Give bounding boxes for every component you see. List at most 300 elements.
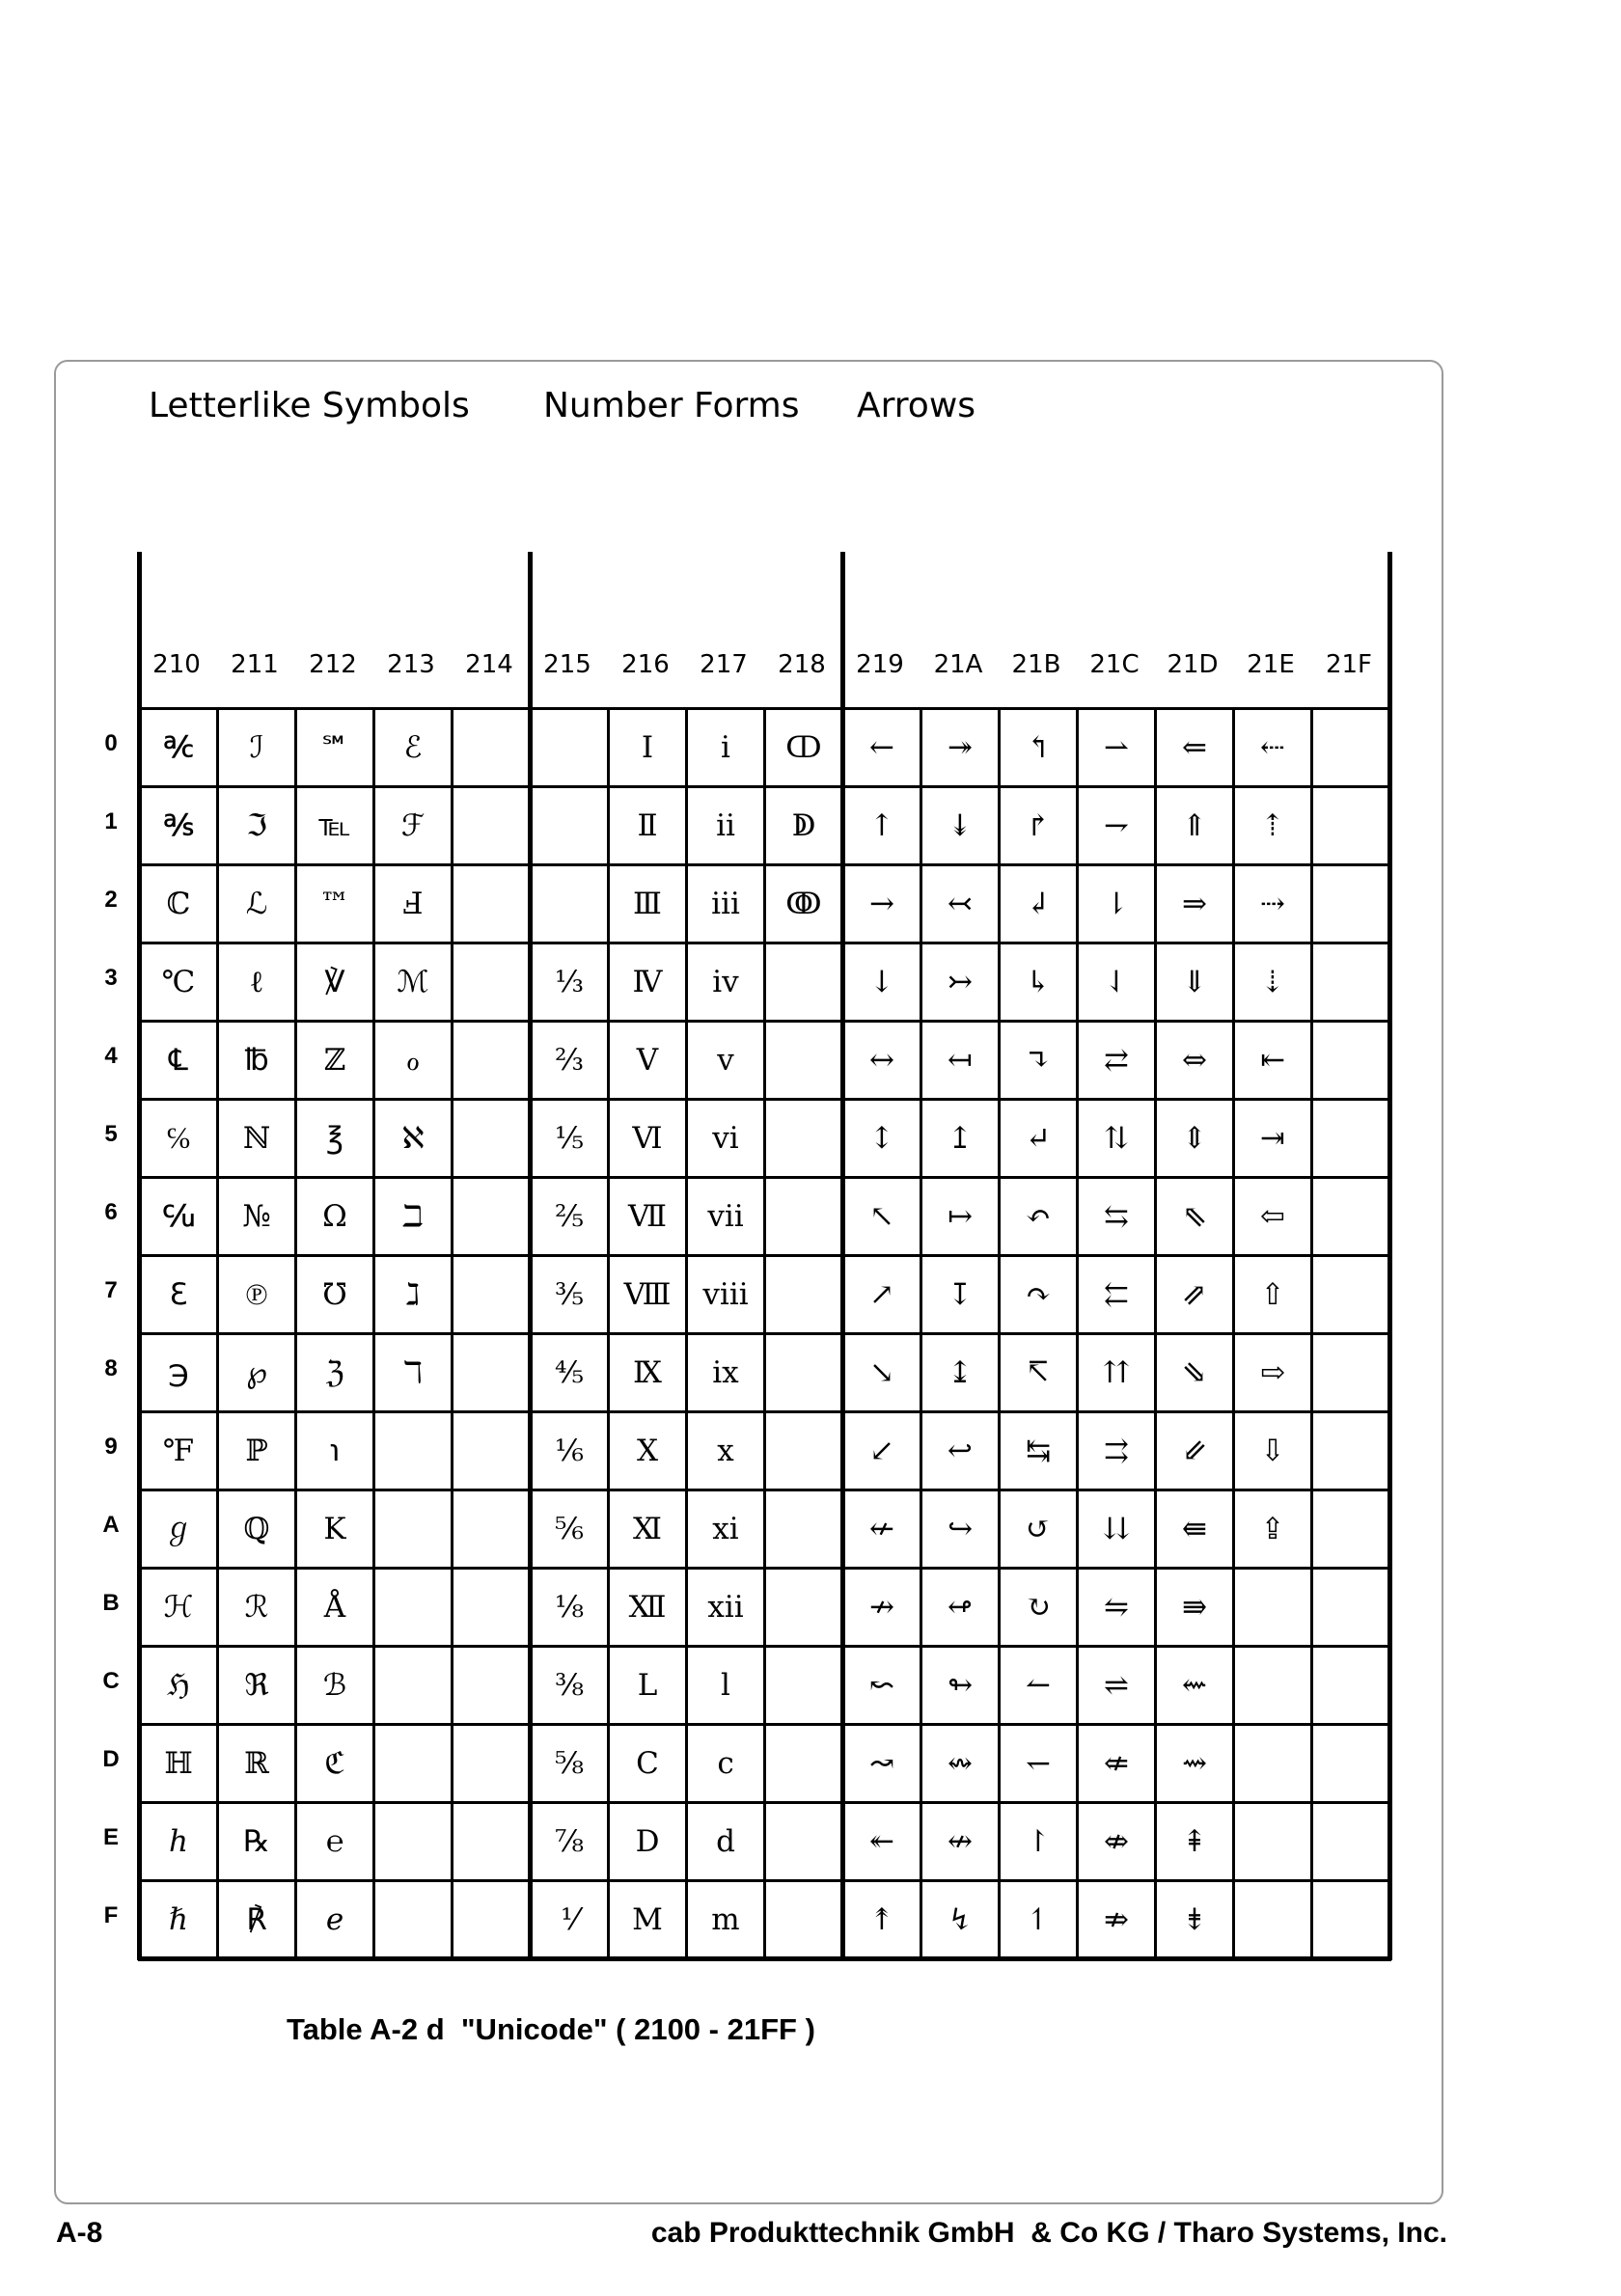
table-cell (1079, 1648, 1154, 1723)
glyph: ⇡ (1260, 807, 1285, 843)
glyph: Ⅷ (623, 1276, 672, 1312)
table-cell (1001, 1491, 1076, 1567)
glyph: ↞ (869, 1823, 894, 1859)
table-cell (219, 1491, 294, 1567)
table-cell (766, 710, 841, 785)
glyph: ⇁ (1104, 807, 1129, 843)
table-cell (1157, 1570, 1232, 1645)
glyph: Å (323, 1589, 346, 1625)
table-cell (1157, 1179, 1232, 1254)
glyph: ℠ (319, 729, 350, 765)
table-cell (766, 866, 841, 942)
table-cell (141, 1413, 216, 1489)
table-cell (1235, 1491, 1310, 1567)
glyph: ℷ (405, 1276, 421, 1312)
table-cell (610, 710, 685, 785)
table-cell (1001, 944, 1076, 1020)
table-cell (219, 1101, 294, 1176)
glyph: ↭ (948, 1745, 973, 1781)
table-cell (766, 1804, 841, 1879)
table-cell (610, 1882, 685, 1957)
table-cell (375, 1101, 451, 1176)
glyph: ⇐ (1182, 729, 1207, 765)
table-cell (1235, 1257, 1310, 1332)
table-cell (453, 944, 529, 1020)
glyph: ⇋ (1104, 1589, 1129, 1625)
glyph: ⅔ (554, 1042, 585, 1078)
glyph: ⇖ (1182, 1198, 1207, 1234)
glyph: ℯ (325, 1901, 344, 1937)
glyph: ⇒ (1182, 886, 1207, 921)
glyph: ℉ (162, 1433, 195, 1468)
table-cell (688, 1570, 763, 1645)
table-cell (610, 1491, 685, 1567)
table-cell (375, 1023, 451, 1098)
glyph: ™ (319, 886, 350, 921)
row-label: A (102, 1512, 120, 1538)
glyph: ⅶ (707, 1198, 744, 1234)
table-cell (610, 1335, 685, 1410)
glyph: ℕ (242, 1120, 271, 1156)
table-cell (1313, 1413, 1388, 1489)
glyph: ↳ (1026, 964, 1051, 999)
table-cell (453, 1335, 529, 1410)
table-cell (766, 788, 841, 863)
table-cell (1079, 866, 1154, 942)
table-cell (844, 1570, 920, 1645)
table-cell (453, 1179, 529, 1254)
table-cell (1157, 1804, 1232, 1879)
table-cell (219, 1570, 294, 1645)
table-cell (1235, 1882, 1310, 1957)
table-cell (375, 710, 451, 785)
glyph: ℴ (405, 1042, 421, 1078)
glyph: ↕ (869, 1120, 894, 1156)
table-cell (1235, 1335, 1310, 1410)
table-cell (1157, 866, 1232, 942)
glyph: ⅗ (554, 1276, 585, 1312)
glyph: ℓ (249, 964, 264, 999)
glyph: ↘ (869, 1354, 894, 1390)
table-cell (1235, 944, 1310, 1020)
glyph: ℬ (322, 1667, 347, 1703)
column-header: 217 (700, 650, 748, 679)
table-cell (688, 1804, 763, 1879)
table-cell (1313, 710, 1388, 785)
table-cell (1313, 1804, 1388, 1879)
table-cell (1079, 1570, 1154, 1645)
table-cell (610, 866, 685, 942)
glyph: ⇙ (1182, 1433, 1207, 1468)
glyph: ⇥ (1260, 1120, 1285, 1156)
column-header: 213 (387, 650, 435, 679)
table-cell (922, 866, 998, 942)
table-cell (532, 788, 607, 863)
glyph: ℈ (168, 1354, 189, 1390)
table-cell (922, 1413, 998, 1489)
table-cell (1313, 1179, 1388, 1254)
glyph: ↔ (869, 1042, 894, 1078)
table-cell (1313, 788, 1388, 863)
table-cell (1157, 1491, 1232, 1567)
table-cell (844, 1101, 920, 1176)
glyph: ⅿ (711, 1901, 740, 1937)
glyph: ↤ (948, 1042, 973, 1078)
table-cell (219, 866, 294, 942)
table-cell (844, 1804, 920, 1879)
table-cell (1235, 1726, 1310, 1801)
table-cell (1079, 1491, 1154, 1567)
table-cell (922, 788, 998, 863)
table-cell (922, 1726, 998, 1801)
table-cell (375, 866, 451, 942)
table-cell (1235, 1101, 1310, 1176)
table-cell (1001, 1570, 1076, 1645)
table-cell (141, 710, 216, 785)
table-cell (766, 1491, 841, 1567)
glyph: ↿ (1026, 1901, 1051, 1937)
table-cell (766, 1570, 841, 1645)
table-cell (766, 1023, 841, 1098)
table-cell (375, 1491, 451, 1567)
table-cell (610, 1726, 685, 1801)
table-cell (375, 944, 451, 1020)
row-label: 6 (104, 1199, 118, 1225)
column-header: 21A (933, 650, 983, 679)
table-cell (766, 1882, 841, 1957)
row-label: 4 (104, 1043, 118, 1069)
glyph: ℥ (326, 1120, 343, 1156)
glyph: ⇜ (1182, 1667, 1207, 1703)
table-cell (375, 788, 451, 863)
glyph: ↖ (869, 1198, 894, 1234)
table-cell (1001, 788, 1076, 863)
table-cell (141, 1804, 216, 1879)
table-cell (922, 1882, 998, 1957)
glyph: ℌ (167, 1667, 190, 1703)
table-cell (922, 1335, 998, 1410)
table-cell (532, 1101, 607, 1176)
glyph: ↹ (1026, 1433, 1051, 1468)
table-cell (297, 1101, 372, 1176)
table-cell (141, 1023, 216, 1098)
table-cell (297, 1648, 372, 1723)
glyph: ⅖ (554, 1198, 585, 1234)
glyph: ⅵ (712, 1120, 739, 1156)
glyph: ⇧ (1260, 1276, 1285, 1312)
glyph: ⅕ (554, 1120, 585, 1156)
glyph: ↻ (1026, 1589, 1051, 1625)
table-cell (688, 788, 763, 863)
table-cell (1157, 1726, 1232, 1801)
glyph: ℏ (169, 1901, 188, 1937)
glyph: Ⅱ (637, 807, 658, 843)
table-cell (844, 1491, 920, 1567)
glyph: ⇓ (1182, 964, 1207, 999)
table-cell (1313, 866, 1388, 942)
table-cell (141, 1570, 216, 1645)
table-cell (141, 1726, 216, 1801)
glyph: ℙ (245, 1433, 268, 1468)
group-title-letterlike: Letterlike Symbols (149, 386, 470, 425)
glyph: ℩ (329, 1433, 341, 1468)
table-cell (453, 1491, 529, 1567)
table-cell (219, 944, 294, 1020)
glyph: Ⅲ (633, 886, 662, 921)
glyph: ⇉ (1104, 1433, 1129, 1468)
table-cell (1001, 1023, 1076, 1098)
table-cell (532, 1179, 607, 1254)
glyph: ↂ (785, 886, 822, 921)
table-cell (610, 1257, 685, 1332)
table-cell (453, 1257, 529, 1332)
table-cell (453, 1570, 529, 1645)
table-cell (1079, 1257, 1154, 1332)
table-cell (375, 1726, 451, 1801)
table-cell (1313, 1023, 1388, 1098)
glyph: Ⅿ (632, 1901, 663, 1937)
glyph: Ⅹ (636, 1433, 659, 1468)
table-cell (297, 1413, 372, 1489)
glyph: ⇦ (1260, 1198, 1285, 1234)
glyph: ℨ (325, 1354, 344, 1390)
table-cell (1235, 710, 1310, 785)
glyph: ⇚ (1182, 1511, 1207, 1546)
glyph: ⇂ (1104, 886, 1129, 921)
table-cell (532, 1648, 607, 1723)
table-cell (297, 1023, 372, 1098)
glyph: ⇍ (1104, 1745, 1129, 1781)
table-cell (844, 1179, 920, 1254)
glyph: ℆ (162, 1198, 195, 1234)
table-cell (375, 1570, 451, 1645)
glyph: ℭ (324, 1745, 345, 1781)
table-cell (219, 788, 294, 863)
table-cell (844, 1882, 920, 1957)
glyph: ℚ (243, 1511, 270, 1546)
glyph: ↦ (948, 1198, 973, 1234)
table-cell (1313, 1726, 1388, 1801)
table-cell (219, 1257, 294, 1332)
table-cell (297, 1570, 372, 1645)
glyph: ⇝ (1182, 1745, 1207, 1781)
table-cell (532, 1023, 607, 1098)
table-cell (922, 1023, 998, 1098)
glyph: ↽ (1026, 1745, 1051, 1781)
table-cell (844, 1335, 920, 1410)
table-cell (1157, 1257, 1232, 1332)
table-cell (532, 1491, 607, 1567)
page-number: A-8 (56, 2217, 103, 2249)
table-cell (375, 1413, 451, 1489)
table-cell (1157, 1023, 1232, 1098)
glyph: ⅼ (721, 1667, 730, 1703)
table-cell (844, 710, 920, 785)
table-cell (844, 1726, 920, 1801)
glyph: ⅘ (554, 1354, 585, 1390)
table-cell (844, 1648, 920, 1723)
glyph: ↀ (785, 729, 822, 765)
glyph: ↜ (869, 1667, 894, 1703)
row-label: 7 (104, 1277, 118, 1303)
table-cell (1079, 1335, 1154, 1410)
table-cell (688, 1179, 763, 1254)
table-cell (219, 1804, 294, 1879)
row-label: 5 (104, 1121, 118, 1147)
table-cell (219, 1726, 294, 1801)
table-cell (1001, 1413, 1076, 1489)
glyph: Ⅴ (636, 1042, 659, 1078)
table-cell (766, 1257, 841, 1332)
glyph: Ⅳ (632, 964, 663, 999)
glyph: ⇏ (1104, 1901, 1129, 1937)
glyph: ⇑ (1182, 807, 1207, 843)
glyph: ⇨ (1260, 1354, 1285, 1390)
glyph: ℑ (246, 807, 267, 843)
glyph: ⇘ (1182, 1354, 1207, 1390)
table-cell (610, 1648, 685, 1723)
glyph: ℜ (244, 1667, 269, 1703)
column-header: 214 (465, 650, 513, 679)
row-label: E (102, 1824, 119, 1850)
glyph: ⅻ (707, 1589, 744, 1625)
table-cell (922, 1648, 998, 1723)
table-cell (453, 710, 529, 785)
table-cell (375, 1648, 451, 1723)
table-cell (1235, 1648, 1310, 1723)
table-cell (1313, 1257, 1388, 1332)
table-cell (922, 1570, 998, 1645)
glyph: Ⅶ (627, 1198, 667, 1234)
table-cell (297, 1179, 372, 1254)
glyph: ℡ (318, 807, 351, 843)
table-cell (922, 1804, 998, 1879)
column-header: 211 (231, 650, 279, 679)
column-header: 21F (1325, 650, 1373, 679)
glyph: ℰ (403, 729, 423, 765)
glyph: ⇇ (1104, 1276, 1129, 1312)
glyph: ↪ (948, 1511, 973, 1546)
table-cell (453, 1804, 529, 1879)
glyph: ⇊ (1104, 1511, 1129, 1546)
glyph: ℊ (163, 1511, 194, 1546)
table-cell (610, 1101, 685, 1176)
table-cell (766, 1648, 841, 1723)
glyph: K (323, 1511, 346, 1546)
table-cell (1079, 1101, 1154, 1176)
glyph: ⅷ (702, 1276, 749, 1312)
glyph: ⅛ (554, 1589, 585, 1625)
table-cell (453, 1882, 529, 1957)
glyph: ℔ (244, 1042, 269, 1078)
glyph: ℧ (322, 1276, 347, 1312)
glyph: ℅ (166, 1120, 191, 1156)
glyph: ℗ (245, 1276, 268, 1312)
table-cell (610, 1023, 685, 1098)
glyph: ⅓ (554, 964, 585, 999)
table-cell (766, 1179, 841, 1254)
table-cell (297, 710, 372, 785)
table-cell (688, 866, 763, 942)
table-cell (766, 1101, 841, 1176)
glyph: ⅽ (717, 1745, 734, 1781)
table-cell (844, 1257, 920, 1332)
table-cell (219, 1179, 294, 1254)
glyph: ⇅ (1104, 1120, 1129, 1156)
table-cell (1001, 1726, 1076, 1801)
glyph: ℳ (397, 964, 429, 999)
table-cell (922, 1491, 998, 1567)
glyph: ⇤ (1260, 1042, 1285, 1078)
table-cell (532, 710, 607, 785)
glyph: ↲ (1026, 886, 1051, 921)
table-cell (1313, 1335, 1388, 1410)
column-header: 219 (856, 650, 904, 679)
table-cell (922, 944, 998, 1020)
glyph: ℃ (161, 964, 196, 999)
glyph: ↧ (948, 1276, 973, 1312)
row-label: C (102, 1668, 120, 1694)
table-cell (532, 944, 607, 1020)
glyph: ⇗ (1182, 1276, 1207, 1312)
glyph: ↬ (948, 1667, 973, 1703)
column-header: 216 (621, 650, 670, 679)
glyph: ↾ (1026, 1823, 1051, 1859)
table-cell (1079, 1804, 1154, 1879)
glyph: → (869, 886, 894, 921)
table-cell (1079, 1882, 1154, 1957)
table-cell (1157, 1335, 1232, 1410)
glyph: ↓ (869, 964, 894, 999)
table-cell (532, 1804, 607, 1879)
table-cell (1157, 710, 1232, 785)
table-cell (1157, 1648, 1232, 1723)
table-cell (1157, 1413, 1232, 1489)
table-cell (688, 1726, 763, 1801)
table-cell (1313, 1648, 1388, 1723)
table-cell (844, 1023, 920, 1098)
glyph: ↮ (948, 1823, 973, 1859)
glyph: ℒ (245, 886, 268, 921)
table-cell (532, 1257, 607, 1332)
table-cell (141, 1491, 216, 1567)
column-header: 21E (1247, 650, 1295, 679)
glyph: Ⅺ (632, 1511, 663, 1546)
glyph: ⅰ (721, 729, 730, 765)
glyph: ⅲ (711, 886, 740, 921)
table-cell (1313, 944, 1388, 1020)
table-cell (1157, 1101, 1232, 1176)
table-cell (141, 788, 216, 863)
table-cell (1313, 1101, 1388, 1176)
table-cell (1235, 1413, 1310, 1489)
table-cell (1313, 1882, 1388, 1957)
glyph: ℶ (402, 1198, 424, 1234)
table-cell (844, 944, 920, 1020)
glyph: ℣ (324, 964, 345, 999)
table-cell (375, 1179, 451, 1254)
table-cell (375, 1335, 451, 1410)
table-cell (453, 866, 529, 942)
glyph: ℋ (163, 1589, 194, 1625)
table-cell (219, 710, 294, 785)
table-cell (532, 1726, 607, 1801)
table-cell (610, 788, 685, 863)
table-caption: Table A-2 d "Unicode" ( 2100 - 21FF ) (287, 2012, 815, 2046)
glyph: ↴ (1026, 1042, 1051, 1078)
row-label: D (102, 1746, 120, 1772)
row-label: F (103, 1902, 119, 1928)
